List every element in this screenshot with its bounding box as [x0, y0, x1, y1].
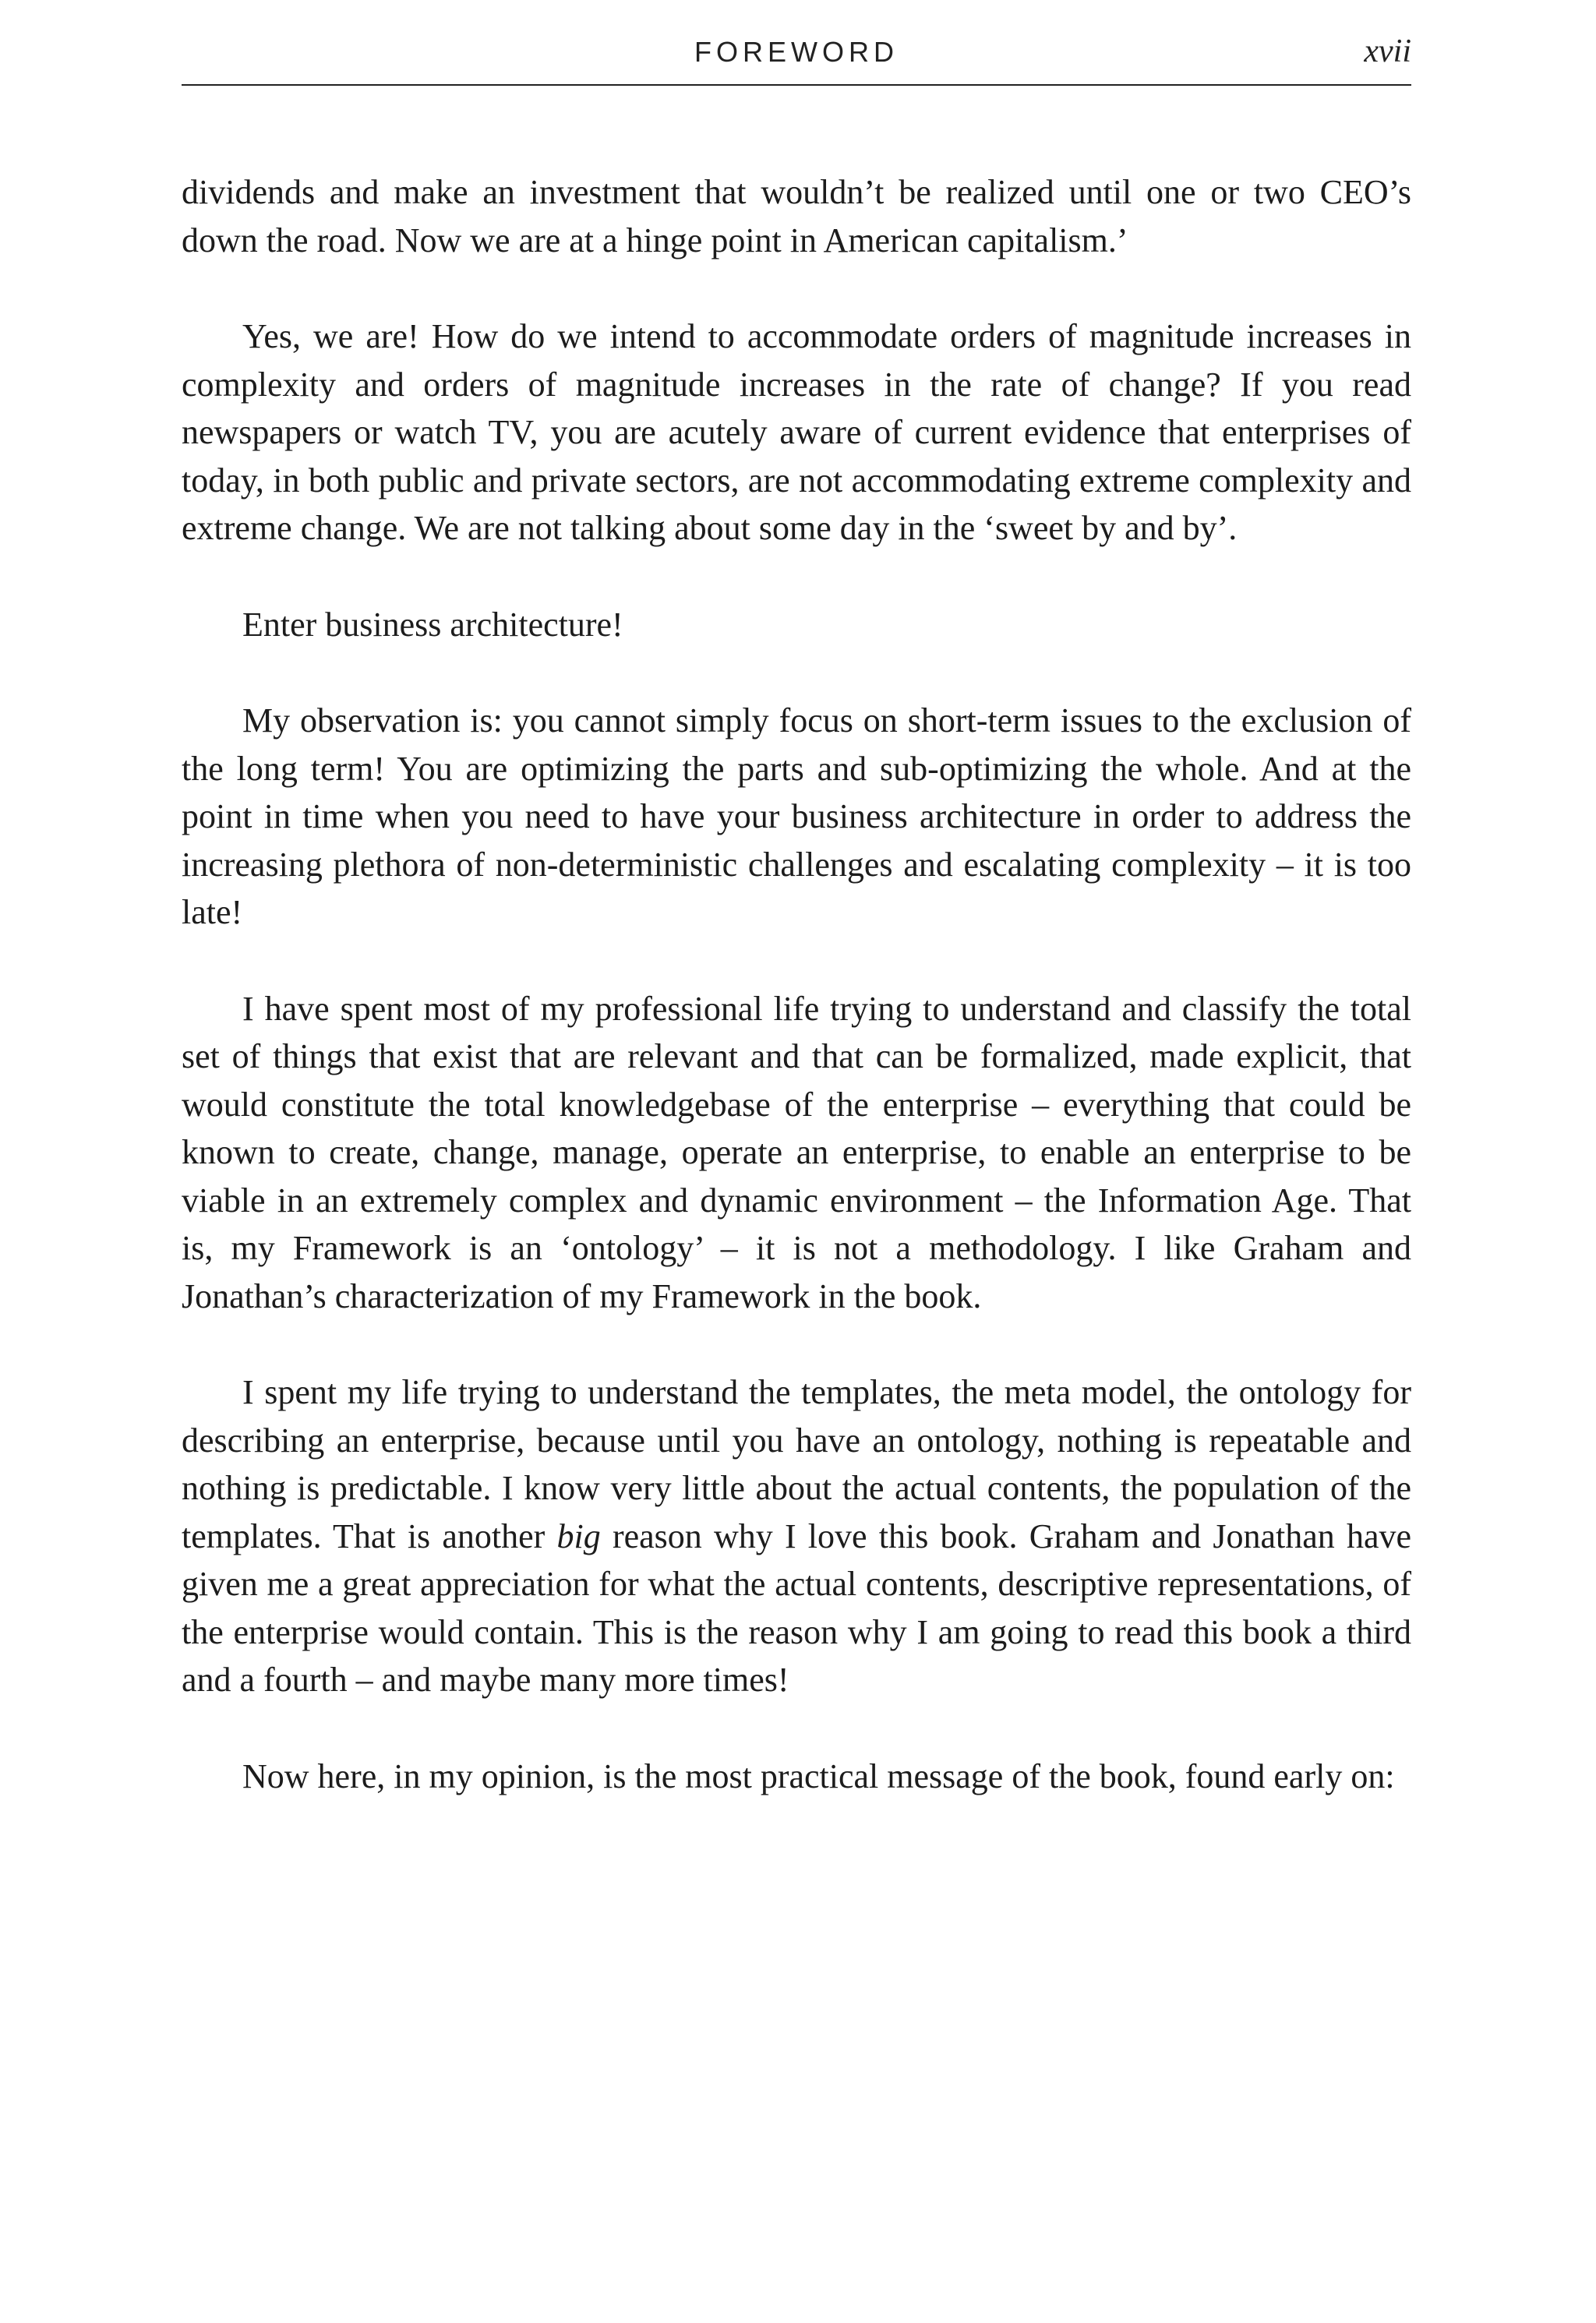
running-header — [182, 34, 1411, 86]
paragraph-text-part: I spent my life trying to understand the templates, the meta model, the ontology for describing an enterprise, because until you have an ontology, nothing is repeatable and nothing is predictable. I know very little about the actual contents, the population of the templates. That is another — [182, 1373, 1411, 1555]
paragraph-templates-ontology — [182, 1368, 1411, 1704]
paragraph-yes-we-are: Yes, we are! How do we intend to accommodate orders of magnitude increases in complexity and orders of magnitude increases in the rate of change? If you read newspapers or watch TV, you are acutely aware of current evidence that enterprises of today, in both public and private sectors, are not accommodating extreme complexity and extreme change. We are not talking about some day in the ‘sweet by and by’. — [182, 317, 1411, 547]
paragraph-enter-business-architecture: Enter business architecture! — [242, 605, 623, 644]
emphasis-text: big — [556, 1516, 601, 1555]
paragraph-continued: dividends and make an investment that wouldn’t be realized until one or two CEO’s down the road. Now we are at a hinge point in American capitalism.’ — [182, 173, 1411, 259]
body-text — [182, 168, 1411, 1848]
paragraph-professional-life: I have spent most of my professional life trying to understand and classify the total set of things that exist that are relevant and that can be formalized, made explicit, that would constitute the total knowledgebase of the enterprise – everything that could be known to create, change, manage, operate an enterprise, to enable an enterprise to be viable in an extremely complex and dynamic environment – the Information Age. That is, my Framework is an ‘ontology’ – it is not a methodology. I like Graham and Jonathan’s characterization of my Framework in the book. — [182, 989, 1411, 1315]
page-number: xvii — [1364, 34, 1411, 69]
paragraph-my-observation: My observation is: you cannot simply focus on short-term issues to the exclusion of the long term! You are optimizing the parts and sub-optimizing the whole. And at the point in time when you need to have your business architecture in order to address the increasing plethora of non-deterministic challenges and escalating complexity – it is too late! — [182, 701, 1411, 931]
paragraph-text-part: reason why I love this book. Graham and Jonathan have given me a great appreciation for what the actual contents, descriptive representations, of the enterprise would contain. This is the reason why I am going to read this book a third and a fourth – and maybe many more times! — [182, 1516, 1411, 1699]
paragraph-practical-message: Now here, in my opinion, is the most practical message of the book, found early on: — [242, 1756, 1395, 1795]
running-title: FOREWORD — [694, 36, 899, 68]
